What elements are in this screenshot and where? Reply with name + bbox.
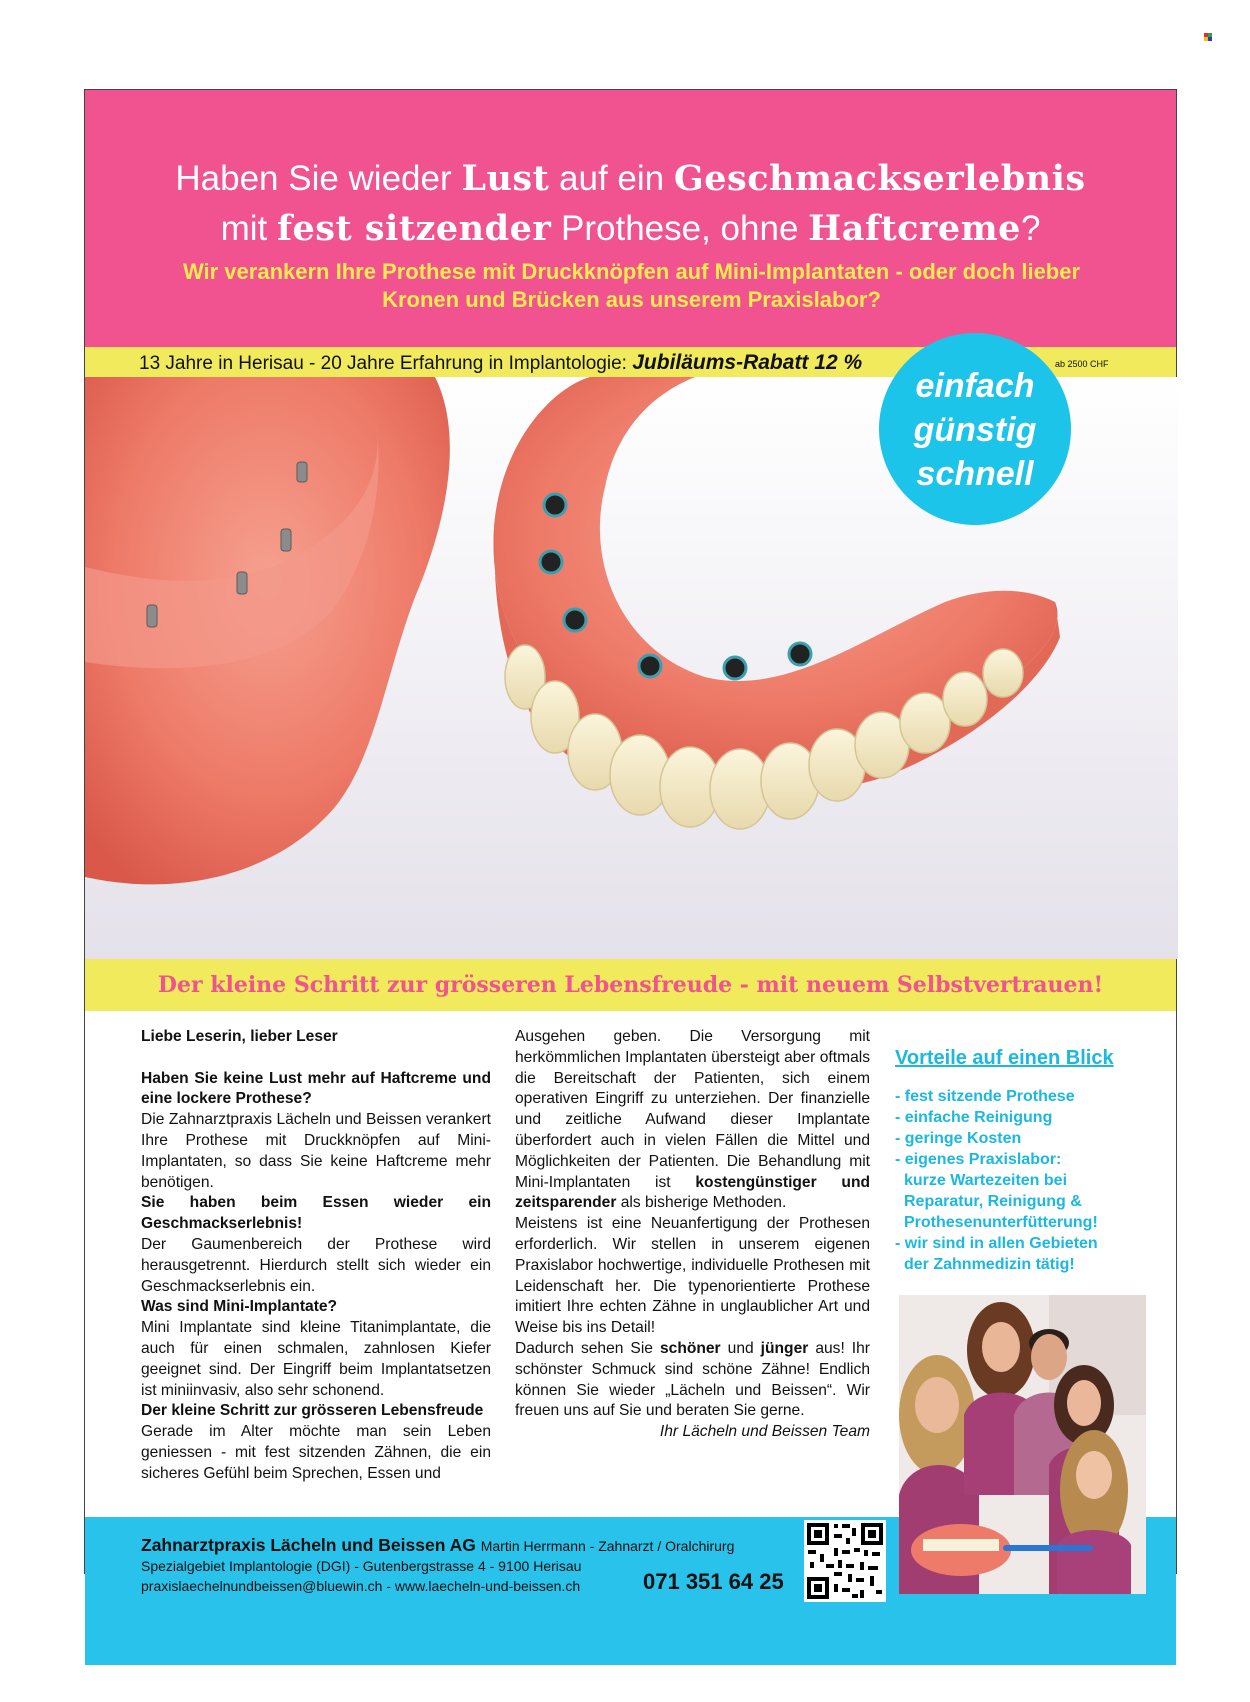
- team-member-5: [1057, 1430, 1131, 1594]
- article-column-1: [141, 1027, 491, 1485]
- tagline-band: [85, 959, 1176, 1011]
- paragraph-6: Meistens ist eine Neuanfertigung der Prothesen erforderlich. Wir stellen in unserem eigenen Praxislabor hochwertige, individuelle Prothesen mit Leidenschaft her. Die typenorientierte Prothese imitiert Ihre echten Zähne in unglaublicher Art und Weise bis ins Detail!: [515, 1215, 870, 1337]
- advantage-item: Prothesenunterfütterung!: [904, 1214, 1098, 1231]
- question-2: Sie haben beim Essen wieder ein Geschmackserlebnis!: [141, 1194, 491, 1233]
- advantages-title: Vorteile auf einen Blick: [895, 1047, 1114, 1069]
- doctor-name: Martin Herrmann - Zahnarzt / Oralchirurg: [480, 1538, 735, 1554]
- paragraph-3: Mini Implantate sind kleine Titanimplantate, die auch für einen schmalen, zahnlosen Kiefer geeignet sind. Der Eingriff beim Implantatsetzen ist miniinvasiv, also sehr schonend.: [141, 1319, 491, 1399]
- paragraph-7: Dadurch sehen Sie schöner und jünger aus! Ihr schönster Schmuck sind schöne Zähne! Endlich können Sie wieder „Lächeln und Beissen“. Wir freuen uns auf Sie und beraten Sie gerne.: [515, 1339, 870, 1420]
- advantage-item: kurze Wartezeiten bei: [904, 1172, 1068, 1189]
- headline-line-1: Haben Sie wieder Lust auf ein Geschmackserlebnis: [175, 158, 1086, 199]
- signature: Ihr Lächeln und Beissen Team: [659, 1423, 870, 1441]
- advantage-item: - eigenes Praxislabor:: [895, 1151, 1062, 1168]
- header-banner: [85, 90, 1176, 347]
- headline: [85, 154, 1176, 254]
- tagline: Der kleine Schritt zur grösseren Lebensfreude - mit neuem Selbstvertrauen!: [157, 972, 1104, 998]
- subheadline: Wir verankern Ihre Prothese mit Druckknöpfen auf Mini-Implantaten - oder doch lieber Kronen und Brücken aus unserem Praxislabor?: [182, 259, 1081, 312]
- print-color-mark: [1204, 33, 1212, 41]
- advantage-item: - fest sitzende Prothese: [895, 1088, 1075, 1105]
- paragraph-4: Gerade im Alter möchte man sein Leben geniessen - mit fest sitzenden Zähnen, die ein sicheres Gefühl beim Sprechen, Essen und: [141, 1423, 491, 1482]
- headline-line-2: mit fest sitzender Prothese, ohne Haftcreme?: [220, 208, 1041, 249]
- paragraph-2: Der Gaumenbereich der Prothese wird herausgetrennt. Hierdurch stellt sich wieder ein Geschmackserlebnis ein.: [141, 1235, 491, 1295]
- advantage-item: - geringe Kosten: [895, 1130, 1022, 1147]
- greeting: Liebe Leserin, lieber Leser: [141, 1028, 338, 1045]
- practice-name: Zahnarztpraxis Lächeln und Beissen AG Martin Herrmann - Zahnarzt / Oralchirurg: [141, 1535, 735, 1555]
- practice-address: Spezialgebiet Implantologie (DGI) - Gutenbergstrasse 4 - 9100 Herisau: [141, 1558, 582, 1574]
- article-column-2: [515, 1027, 870, 1443]
- ribbon-text: 13 Jahre in Herisau - 20 Jahre Erfahrung in Implantologie:: [139, 353, 633, 374]
- promo-badge: einfach günstig schnell: [879, 333, 1071, 525]
- paragraph-1: Die Zahnarztpraxis Lächeln und Beissen verankert Ihre Prothese mit Druckknöpfen auf Mini-Implantaten, so dass Sie keine Haftcreme mehr benötigen.: [141, 1111, 491, 1191]
- discount-label: Jubiläums-Rabatt 12 %: [632, 351, 863, 374]
- team-illustration: [899, 1295, 1146, 1594]
- question-1: Haben Sie keine Lust mehr auf Haftcreme und eine lockere Prothese?: [141, 1069, 491, 1108]
- advantages-list: [895, 1086, 1145, 1275]
- question-4: Der kleine Schritt zur grösseren Lebensfreude: [141, 1402, 484, 1420]
- paragraph-5: Ausgehen geben. Die Versorgung mit herkömmlichen Implantaten übersteigt aber oftmals die Bereitschaft der Patienten, sich einem operativen Eingriff zu unterziehen. Der finanzielle und zeitliche Aufwand dieser Implantate überfordert auch in vielen Fällen die Mittel und Möglichkeiten der Patienten. Die Behandlung mit Mini-Implantaten ist kostengünstiger und zeitsparender als bisherige Methoden.: [515, 1028, 871, 1212]
- qr-code-icon: [804, 1520, 886, 1602]
- question-3: Was sind Mini-Implantate?: [141, 1298, 338, 1316]
- price-note: ab 2500 CHF: [1055, 359, 1109, 369]
- advantage-item: - einfache Reinigung: [895, 1109, 1053, 1126]
- qr-code[interactable]: [804, 1520, 886, 1602]
- phone-number: 071 351 64 25: [643, 1569, 784, 1594]
- advertisement: [84, 89, 1177, 1594]
- practice-contact: praxislaechelnundbeissen@bluewin.ch - www.laecheln-und-beissen.ch: [141, 1578, 581, 1594]
- team-photo: [899, 1295, 1146, 1594]
- advantage-item: Reparatur, Reinigung &: [904, 1193, 1082, 1210]
- advantages-box: [895, 1047, 1145, 1275]
- advantage-item: der Zahnmedizin tätig!: [904, 1256, 1075, 1273]
- advantage-item: - wir sind in allen Gebieten: [895, 1235, 1098, 1252]
